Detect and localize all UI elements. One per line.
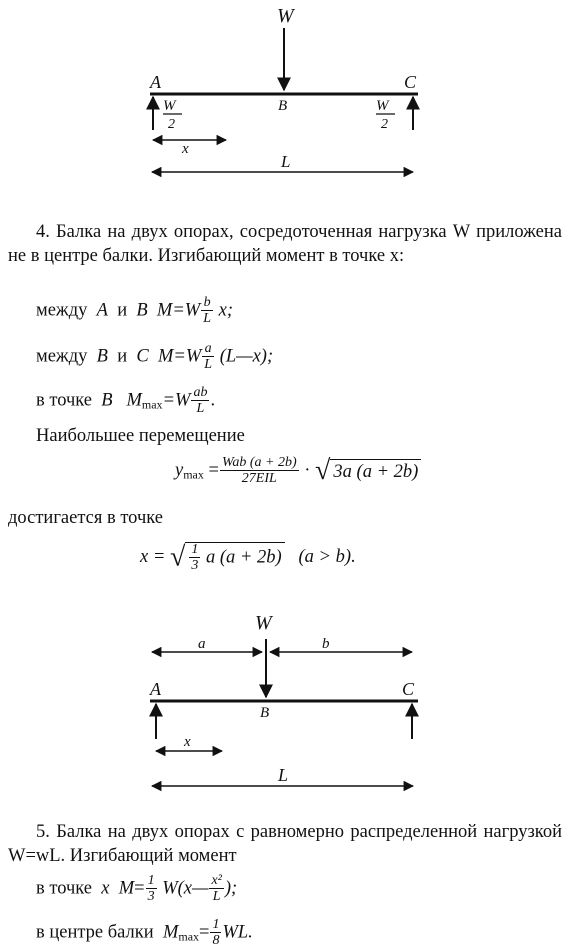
right-reaction-num: W (376, 98, 389, 114)
right-reaction-den: 2 (381, 117, 388, 132)
deflection-formula: $y_{max}$ = $\frac{\text{Wab (a + 2b)}}{\text{27EIL}}$ · √ 3a (a + 2b) (175, 456, 421, 486)
load-label: W (255, 612, 272, 634)
l-label: L (281, 152, 291, 171)
moment-b-c: между B и C M=W $\frac{a}{L}$ (L—x); (36, 341, 274, 372)
reached-label: достигается в точке (8, 508, 164, 528)
max-deflection-position: x = √ $\frac{1}{3}$ a (a + 2b) (a > b). (140, 541, 356, 573)
item-5-paragraph: 5. Балка на двух опорах с равномерно распределенной нагрузкой W=wL. Изгибающий момент (8, 822, 562, 866)
point-c-label: C (404, 72, 417, 92)
x-label: x (184, 734, 191, 750)
point-b-label: B (278, 98, 288, 114)
b-label: b (322, 636, 330, 652)
l-label: L (278, 765, 289, 785)
point-a-label: A (150, 679, 161, 699)
left-reaction-num: W (163, 98, 176, 114)
moment-at-x: в точке x M= $\frac{1}{3}$ W(x— $\frac{\text{x²}}{L}$ ); (36, 873, 238, 904)
item-4-paragraph: 4. Балка на двух опорах, сосредоточенная нагрузка W приложена не в центре балки. Изгибающий момент в точке x: (8, 222, 562, 266)
deflection-label: Наибольшее перемещение (36, 426, 245, 446)
moment-center: в центре балки $M_{max}=$ $\frac{1}{8}$ WL. (36, 917, 253, 948)
point-a-label: A (150, 72, 161, 92)
left-reaction-den: 2 (168, 117, 175, 132)
load-label: W (277, 5, 294, 27)
point-b-label: B (260, 705, 270, 721)
point-c-label: C (402, 679, 415, 699)
beam-diagram-central-load (0, 0, 570, 190)
moment-a-b: между A и B M=W $\frac{b}{L}$ x; (36, 295, 234, 326)
x-label: x (182, 141, 189, 157)
a-label: a (198, 636, 206, 652)
beam-diagram-offset-load (0, 605, 570, 805)
moment-max: в точке B $M_{max}=W$ $\frac{ab}{L}$ . (36, 385, 216, 416)
